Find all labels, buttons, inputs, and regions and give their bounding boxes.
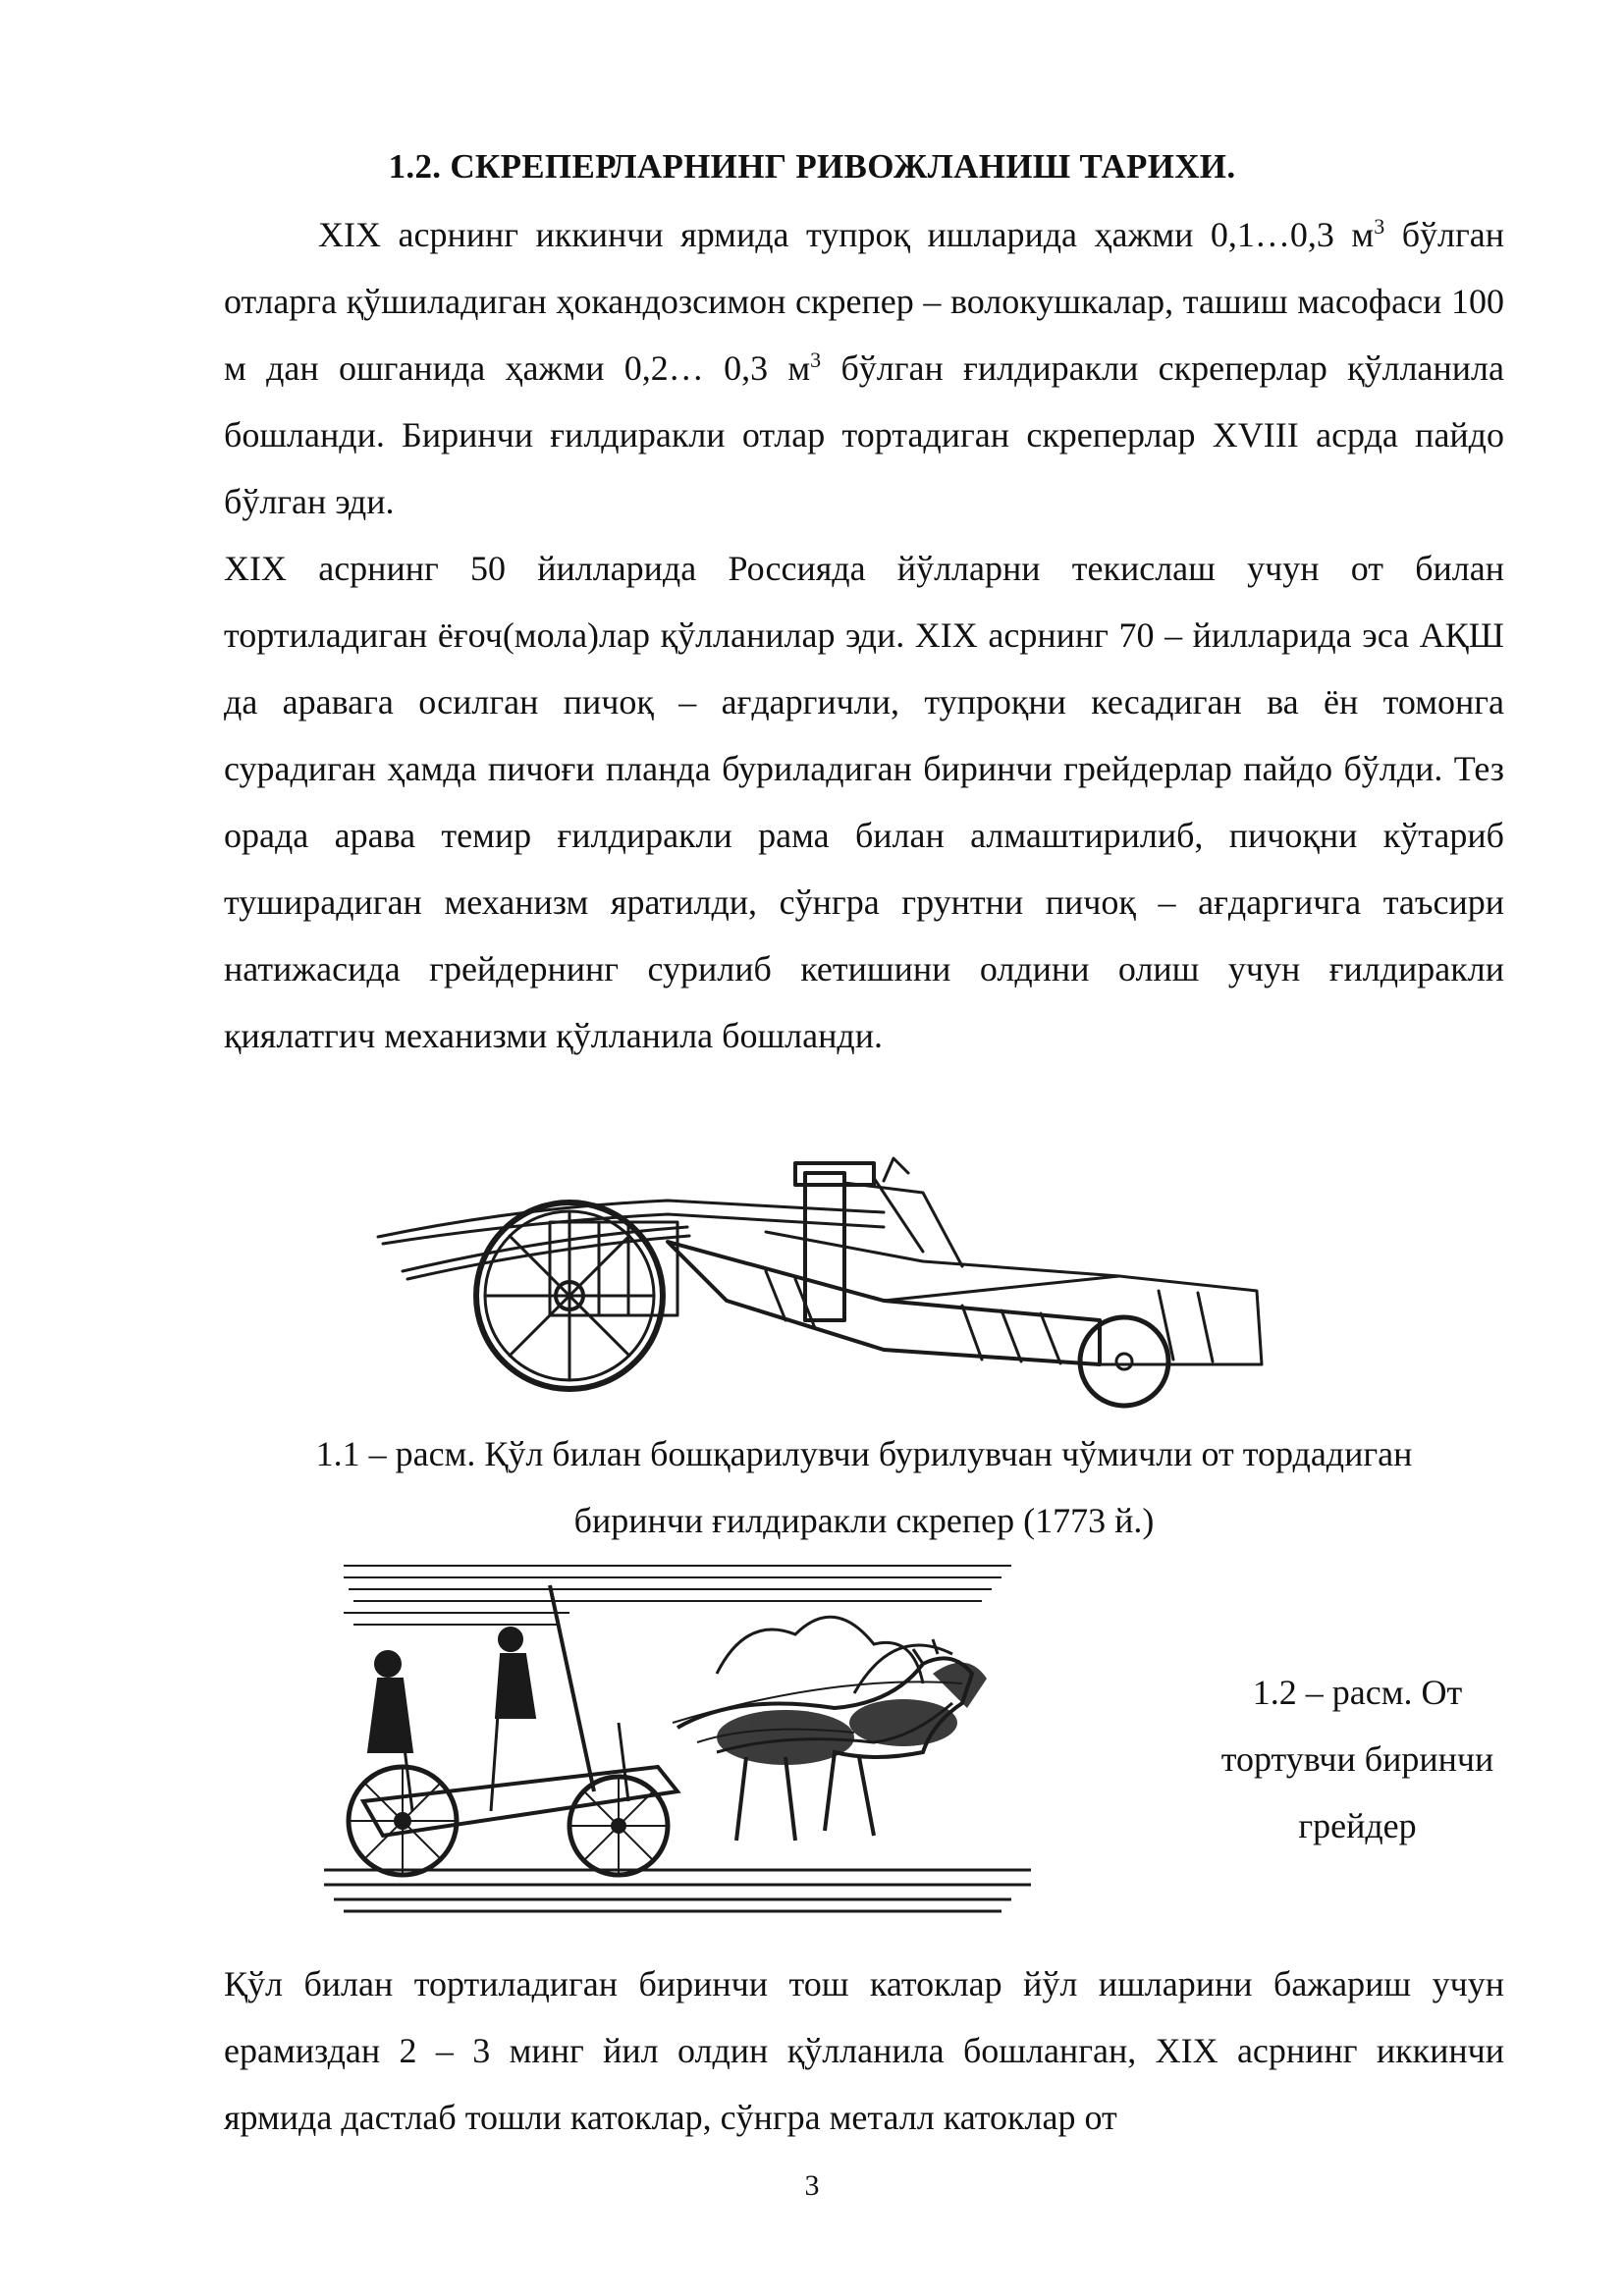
grader-drawing <box>324 1556 1041 1919</box>
paragraph-1-text-c: бўлган ғилдиракли скреперлар қўлланила бошланди. Биринчи ғилдиракли отлар тортадиган скреперлар XVIII асрда пайдо бўлган эди. <box>224 348 1505 521</box>
scraper-drawing <box>373 1153 1355 1409</box>
superscript-cubic: 3 <box>1374 214 1385 239</box>
figure-1-caption-line-2: биринчи ғилдиракли скрепер (1773 й.) <box>573 1501 1155 1540</box>
page-number: 3 <box>804 2169 820 2202</box>
paragraph-1-text-a: XIX асрнинг иккинчи ярмида тупроқ ишларида ҳажми 0,1…0,3 м <box>318 215 1375 254</box>
figure-grader-illustration <box>324 1556 1041 1919</box>
figure-1-caption <box>224 1420 1504 1554</box>
superscript-cubic: 3 <box>810 347 822 372</box>
figure-scraper-illustration <box>373 1153 1355 1409</box>
figure-1-caption-line-1: 1.1 – расм. Қўл билан бошқарилувчи бурилувчан чўмичли от тордадиган <box>315 1434 1413 1473</box>
paragraph-1-text-b: бўлган отларга қўшиладиган ҳокандозсимон скрепер – волокушкалар, ташиш масофаси 100 м дан ошганида ҳажми 0,2… 0,3 м <box>224 215 1504 388</box>
figure-2-caption-line-3: грейдер <box>1298 1806 1417 1845</box>
paragraph-3: Қўл билан тортиладиган биринчи тош катоклар йўл ишларини бажариш учун ерамиздан 2 – 3 минг йил олдин қўлланила бошланган, XIX асрнинг иккинчи ярмида дастлаб тошли катоклар, сўнгра металл катоклар от <box>224 1964 1504 2137</box>
paragraph-2: XIX асрнинг 50 йилларида Россияда йўлларни текислаш учун от билан тортиладиган ёғоч(мола)лар қўлланилар эди. XIX асрнинг 70 – йилларида эса АҚШ да аравага осилган пичоқ – ағдаргичли, тупроқни кесадиган ва ён томонга сурадиган ҳамда пичоғи планда буриладиган биринчи грейдерлар пайдо бўлди. Тез орада арава темир ғилдиракли рама билан алмаштирилиб, пичоқни кўтариб туширадиган механизм яратилди, сўнгра грунтни пичоқ – ағдаргичга таъсири натижасида грейдернинг сурилиб кетишини олдини олиш учун ғилдиракли қиялатгич механизми қўлланила бошланди. <box>224 549 1504 1055</box>
paragraph-1 <box>224 201 1504 535</box>
figure-2-caption-line-1: 1.2 – расм. От <box>1252 1673 1463 1712</box>
section-heading: 1.2. СКРЕПЕРЛАРНИНГ РИВОЖЛАНИШ ТАРИХИ. <box>388 147 1236 186</box>
figure-2-caption <box>1164 1659 1551 1859</box>
figure-2-caption-line-2: тортувчи биринчи <box>1220 1739 1494 1779</box>
